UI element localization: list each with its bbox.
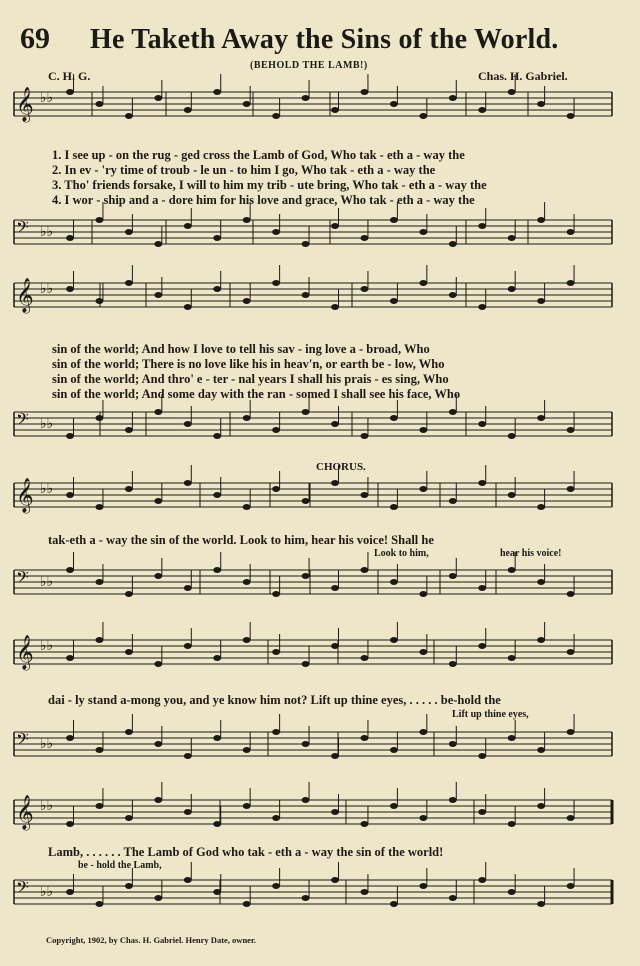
note-head <box>302 241 310 247</box>
note-head <box>360 735 368 741</box>
note-head <box>390 803 398 809</box>
note-head <box>184 809 192 815</box>
copyright-notice: Copyright, 1902, by Chas. H. Gabriel. Henry Date, owner. <box>46 935 257 945</box>
note-head <box>567 229 575 235</box>
note-head <box>125 883 133 889</box>
note-head <box>125 729 133 735</box>
note-head <box>419 113 427 119</box>
note-head <box>331 304 339 310</box>
note-head <box>360 655 368 661</box>
note-head <box>508 567 516 573</box>
note-head <box>272 229 280 235</box>
verse-3-line-2: sin of the world; And thro' e - ter - nal years I shall his prais - es sing, Who <box>52 372 449 386</box>
bass-clef-icon: 𝄢 <box>16 877 29 901</box>
note-head <box>272 729 280 735</box>
note-head <box>537 747 545 753</box>
flat-icon: ♭♭ <box>40 638 54 654</box>
note-head <box>419 591 427 597</box>
note-head <box>243 901 251 907</box>
note-head <box>419 649 427 655</box>
note-head <box>360 821 368 827</box>
note-head <box>66 235 74 241</box>
note-head <box>567 280 575 286</box>
verse-1-line-2: sin of the world; And how I love to tell his sav - ing love a - broad, Who <box>52 342 430 356</box>
treble-clef-icon: 𝄞 <box>16 635 34 670</box>
note-head <box>302 741 310 747</box>
note-head <box>449 95 457 101</box>
note-head <box>537 901 545 907</box>
note-head <box>449 241 457 247</box>
note-head <box>243 298 251 304</box>
note-head <box>419 729 427 735</box>
note-head <box>419 427 427 433</box>
chorus-lyric-2: dai - ly stand a-mong you, and ye know him not? Lift up thine eyes, . . . . . be-hold the <box>48 693 501 707</box>
note-head <box>478 304 486 310</box>
note-head <box>478 421 486 427</box>
verse-1-line-1: 1. I see up - on the rug - ged cross the Lamb of God, Who tak - eth a - way the <box>52 148 465 162</box>
note-head <box>302 573 310 579</box>
note-head <box>390 901 398 907</box>
note-head <box>537 803 545 809</box>
note-head <box>184 107 192 113</box>
note-head <box>66 89 74 95</box>
note-head <box>272 113 280 119</box>
note-head <box>66 821 74 827</box>
note-head <box>302 409 310 415</box>
note-head <box>331 421 339 427</box>
note-head <box>478 753 486 759</box>
note-head <box>390 504 398 510</box>
note-head <box>66 655 74 661</box>
note-head <box>567 486 575 492</box>
note-head <box>360 889 368 895</box>
note-head <box>272 280 280 286</box>
note-head <box>125 113 133 119</box>
note-head <box>360 567 368 573</box>
note-head <box>154 573 162 579</box>
note-head <box>154 498 162 504</box>
note-head <box>184 304 192 310</box>
note-head <box>419 280 427 286</box>
note-head <box>272 815 280 821</box>
note-head <box>213 433 221 439</box>
note-head <box>243 803 251 809</box>
chorus-label: CHORUS. <box>316 461 366 473</box>
note-head <box>390 579 398 585</box>
flat-icon: ♭♭ <box>40 574 54 590</box>
note-head <box>419 815 427 821</box>
note-head <box>243 217 251 223</box>
note-head <box>213 735 221 741</box>
note-head <box>331 107 339 113</box>
note-head <box>184 877 192 883</box>
chorus-echo-3: be - hold the Lamb, <box>78 860 162 871</box>
note-head <box>508 889 516 895</box>
note-head <box>213 567 221 573</box>
note-head <box>360 286 368 292</box>
note-head <box>213 821 221 827</box>
note-head <box>537 579 545 585</box>
note-head <box>66 492 74 498</box>
note-head <box>154 741 162 747</box>
note-head <box>95 803 103 809</box>
note-head <box>125 280 133 286</box>
note-head <box>302 292 310 298</box>
note-head <box>508 286 516 292</box>
note-head <box>95 101 103 107</box>
note-head <box>331 753 339 759</box>
note-head <box>508 433 516 439</box>
note-head <box>478 877 486 883</box>
note-head <box>419 229 427 235</box>
note-head <box>449 498 457 504</box>
note-head <box>449 741 457 747</box>
note-head <box>302 498 310 504</box>
hymn-number: 69 <box>20 22 50 55</box>
note-head <box>213 89 221 95</box>
note-head <box>184 421 192 427</box>
note-head <box>213 655 221 661</box>
treble-clef-icon: 𝄞 <box>16 478 34 513</box>
chorus-lyric-1: tak-eth a - way the sin of the world. Look to him, hear his voice! Shall he <box>48 533 434 547</box>
note-head <box>184 585 192 591</box>
verse-4-line-1: 4. I wor - ship and a - dore him for his love and grace, Who tak - eth a - way the <box>52 193 475 207</box>
note-head <box>567 649 575 655</box>
note-head <box>95 415 103 421</box>
note-head <box>243 637 251 643</box>
note-head <box>331 643 339 649</box>
note-head <box>243 504 251 510</box>
treble-clef-icon: 𝄞 <box>16 278 34 313</box>
note-head <box>508 235 516 241</box>
treble-clef-icon: 𝄞 <box>16 795 34 830</box>
note-head <box>154 895 162 901</box>
note-head <box>95 901 103 907</box>
note-head <box>272 427 280 433</box>
note-head <box>567 427 575 433</box>
note-head <box>390 217 398 223</box>
note-head <box>213 492 221 498</box>
note-head <box>331 877 339 883</box>
note-head <box>567 815 575 821</box>
flat-icon: ♭♭ <box>40 281 54 297</box>
note-head <box>508 735 516 741</box>
note-head <box>302 895 310 901</box>
note-head <box>95 637 103 643</box>
note-head <box>95 579 103 585</box>
note-head <box>302 797 310 803</box>
note-head <box>154 409 162 415</box>
flat-icon: ♭♭ <box>40 798 54 814</box>
bass-clef-icon: 𝄢 <box>16 217 29 241</box>
note-head <box>184 643 192 649</box>
note-head <box>478 585 486 591</box>
bass-clef-icon: 𝄢 <box>16 409 29 433</box>
note-head <box>95 217 103 223</box>
note-head <box>390 637 398 643</box>
note-head <box>125 486 133 492</box>
flat-icon: ♭♭ <box>40 481 54 497</box>
note-head <box>478 223 486 229</box>
note-head <box>449 292 457 298</box>
chorus-echo-2: Lift up thine eyes, <box>452 709 529 720</box>
note-head <box>272 649 280 655</box>
note-head <box>66 889 74 895</box>
note-head <box>449 409 457 415</box>
note-head <box>66 433 74 439</box>
note-head <box>537 415 545 421</box>
note-head <box>154 95 162 101</box>
chorus-echo-1b: hear his voice! <box>500 548 562 559</box>
note-head <box>449 797 457 803</box>
note-head <box>537 504 545 510</box>
chorus-echo-1a: Look to him, <box>374 548 429 559</box>
note-head <box>478 809 486 815</box>
note-head <box>360 433 368 439</box>
bass-clef-icon: 𝄢 <box>16 567 29 591</box>
note-head <box>95 298 103 304</box>
note-head <box>272 486 280 492</box>
note-head <box>537 217 545 223</box>
note-head <box>537 637 545 643</box>
note-head <box>567 729 575 735</box>
verse-3-line-1: 3. Tho' friends forsake, I will to him my trib - ute bring, Who tak - eth a - way the <box>52 178 487 192</box>
note-head <box>331 223 339 229</box>
hymn-title: He Taketh Away the Sins of the World. <box>90 24 559 55</box>
note-head <box>478 107 486 113</box>
note-head <box>508 492 516 498</box>
note-head <box>508 655 516 661</box>
verse-4-line-2: sin of the world; And some day with the ran - somed I shall see his face, Who <box>52 387 461 401</box>
note-head <box>302 95 310 101</box>
note-head <box>449 661 457 667</box>
flat-icon: ♭♭ <box>40 736 54 752</box>
flat-icon: ♭♭ <box>40 90 54 106</box>
note-head <box>66 567 74 573</box>
note-head <box>537 101 545 107</box>
note-head <box>125 229 133 235</box>
note-head <box>95 504 103 510</box>
note-head <box>331 480 339 486</box>
note-head <box>360 492 368 498</box>
treble-clef-icon: 𝄞 <box>16 87 34 122</box>
note-head <box>478 480 486 486</box>
note-head <box>419 883 427 889</box>
note-head <box>567 591 575 597</box>
note-head <box>125 591 133 597</box>
note-head <box>243 101 251 107</box>
note-head <box>66 735 74 741</box>
note-head <box>537 298 545 304</box>
note-head <box>243 579 251 585</box>
composer-name: Chas. H. Gabriel. <box>478 69 568 83</box>
note-head <box>449 573 457 579</box>
note-head <box>272 883 280 889</box>
note-head <box>567 883 575 889</box>
note-head <box>184 223 192 229</box>
note-head <box>331 809 339 815</box>
note-head <box>66 286 74 292</box>
note-head <box>213 286 221 292</box>
lyricist-initials: C. H. G. <box>48 69 91 83</box>
note-head <box>390 415 398 421</box>
note-head <box>95 747 103 753</box>
note-head <box>125 649 133 655</box>
flat-icon: ♭♭ <box>40 224 54 240</box>
note-head <box>125 427 133 433</box>
note-head <box>125 815 133 821</box>
note-head <box>419 486 427 492</box>
note-head <box>154 241 162 247</box>
note-head <box>567 113 575 119</box>
note-head <box>390 101 398 107</box>
note-head <box>184 753 192 759</box>
note-head <box>360 89 368 95</box>
flat-icon: ♭♭ <box>40 884 54 900</box>
chorus-lyric-3: Lamb, . . . . . . The Lamb of God who tak - eth a - way the sin of the world! <box>48 845 444 859</box>
verse-2-line-2: sin of the world; There is no love like his in heav'n, or earth be - low, Who <box>52 357 445 371</box>
note-head <box>331 585 339 591</box>
note-head <box>478 643 486 649</box>
note-head <box>243 747 251 753</box>
note-head <box>449 895 457 901</box>
note-head <box>213 235 221 241</box>
flat-icon: ♭♭ <box>40 416 54 432</box>
note-head <box>213 889 221 895</box>
note-head <box>508 89 516 95</box>
note-head <box>272 591 280 597</box>
verse-2-line-1: 2. In ev - 'ry time of troub - le un - to him I go, Who tak - eth a - way the <box>52 163 436 177</box>
note-head <box>302 661 310 667</box>
note-head <box>390 747 398 753</box>
hymn-subtitle: (BEHOLD THE LAMB!) <box>250 60 368 71</box>
note-head <box>243 415 251 421</box>
note-head <box>360 235 368 241</box>
note-head <box>390 298 398 304</box>
note-head <box>154 797 162 803</box>
note-head <box>154 292 162 298</box>
note-head <box>508 821 516 827</box>
note-head <box>184 480 192 486</box>
bass-clef-icon: 𝄢 <box>16 729 29 753</box>
note-head <box>154 661 162 667</box>
